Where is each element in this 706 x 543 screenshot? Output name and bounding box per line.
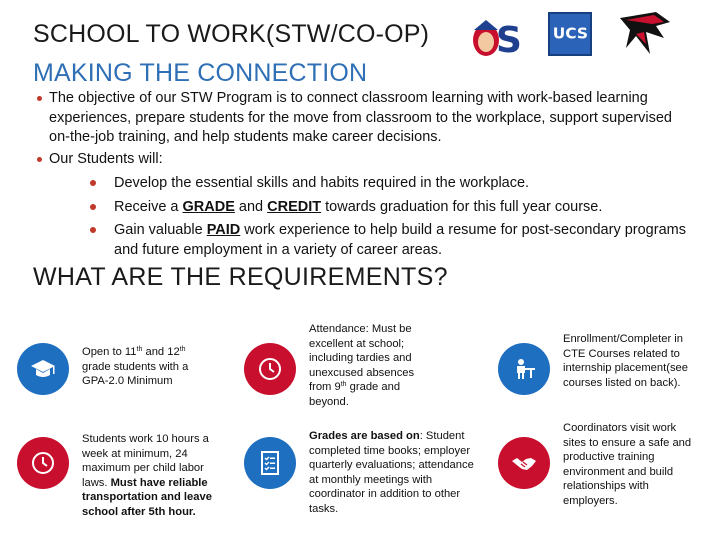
ucs-logo-text: UCS — [552, 24, 589, 43]
student-point-skills: Develop the essential skills and habits required in the workplace. — [88, 174, 695, 194]
clock-icon — [244, 343, 296, 395]
students-intro: Our Students will: — [35, 150, 695, 170]
handshake-icon — [498, 437, 550, 489]
objective-text: The objective of our STW Program is to connect classroom learning with work-based learning experiences, prepare students for the move from classroom to the workplace, support supervised on-the-job training, and help students make career decisions. — [35, 89, 695, 148]
student-points — [88, 174, 695, 260]
intro-bullets — [35, 89, 695, 264]
page-title: SCHOOL TO WORK(STW/CO-OP) — [33, 20, 430, 48]
checklist-icon — [244, 437, 296, 489]
clock-icon — [17, 437, 69, 489]
student-desk-icon — [498, 343, 550, 395]
req-coordinators: Coordinators visit work sites to ensure a safe and productive training environment and build relationships with employers. — [563, 422, 692, 507]
falcon-logo — [616, 8, 674, 60]
student-point-paid-experience: Gain valuable PAID work experience to help build a resume for post-secondary programs and future employment in a variety of career areas. — [88, 221, 695, 260]
req-work-hours: Students work 10 hours a week at minimum, 24 maximum per child labor laws. Must have reliable transportation and leave school after 5th hour. — [82, 433, 212, 518]
page-subtitle: MAKING THE CONNECTION — [33, 59, 368, 87]
logo-row — [466, 8, 706, 64]
school-mascot-logo — [466, 12, 526, 64]
graduation-cap-icon — [17, 343, 69, 395]
student-point-grade-credit: Receive a GRADE and CREDIT towards graduation for this full year course. — [88, 198, 695, 218]
req-enrollment: Enrollment/Completer in CTE Courses related to internship placement(see courses listed on back). — [563, 333, 688, 389]
req-attendance: Attendance: Must be excellent at school; including tardies and unexcused absences from 9th grade and beyond. — [309, 323, 415, 408]
req-grades-based: Grades are based on: Student completed time books; employer quarterly evaluations; attendance at monthly meetings with coordinator in addition to other tasks. — [309, 430, 474, 515]
req-grade-level: Open to 11th and 12th grade students with a GPA-2.0 Minimum — [82, 346, 189, 387]
requirements-title: WHAT ARE THE REQUIREMENTS? — [33, 263, 448, 291]
school-letter: S — [496, 20, 522, 61]
ucs-logo — [548, 12, 592, 56]
